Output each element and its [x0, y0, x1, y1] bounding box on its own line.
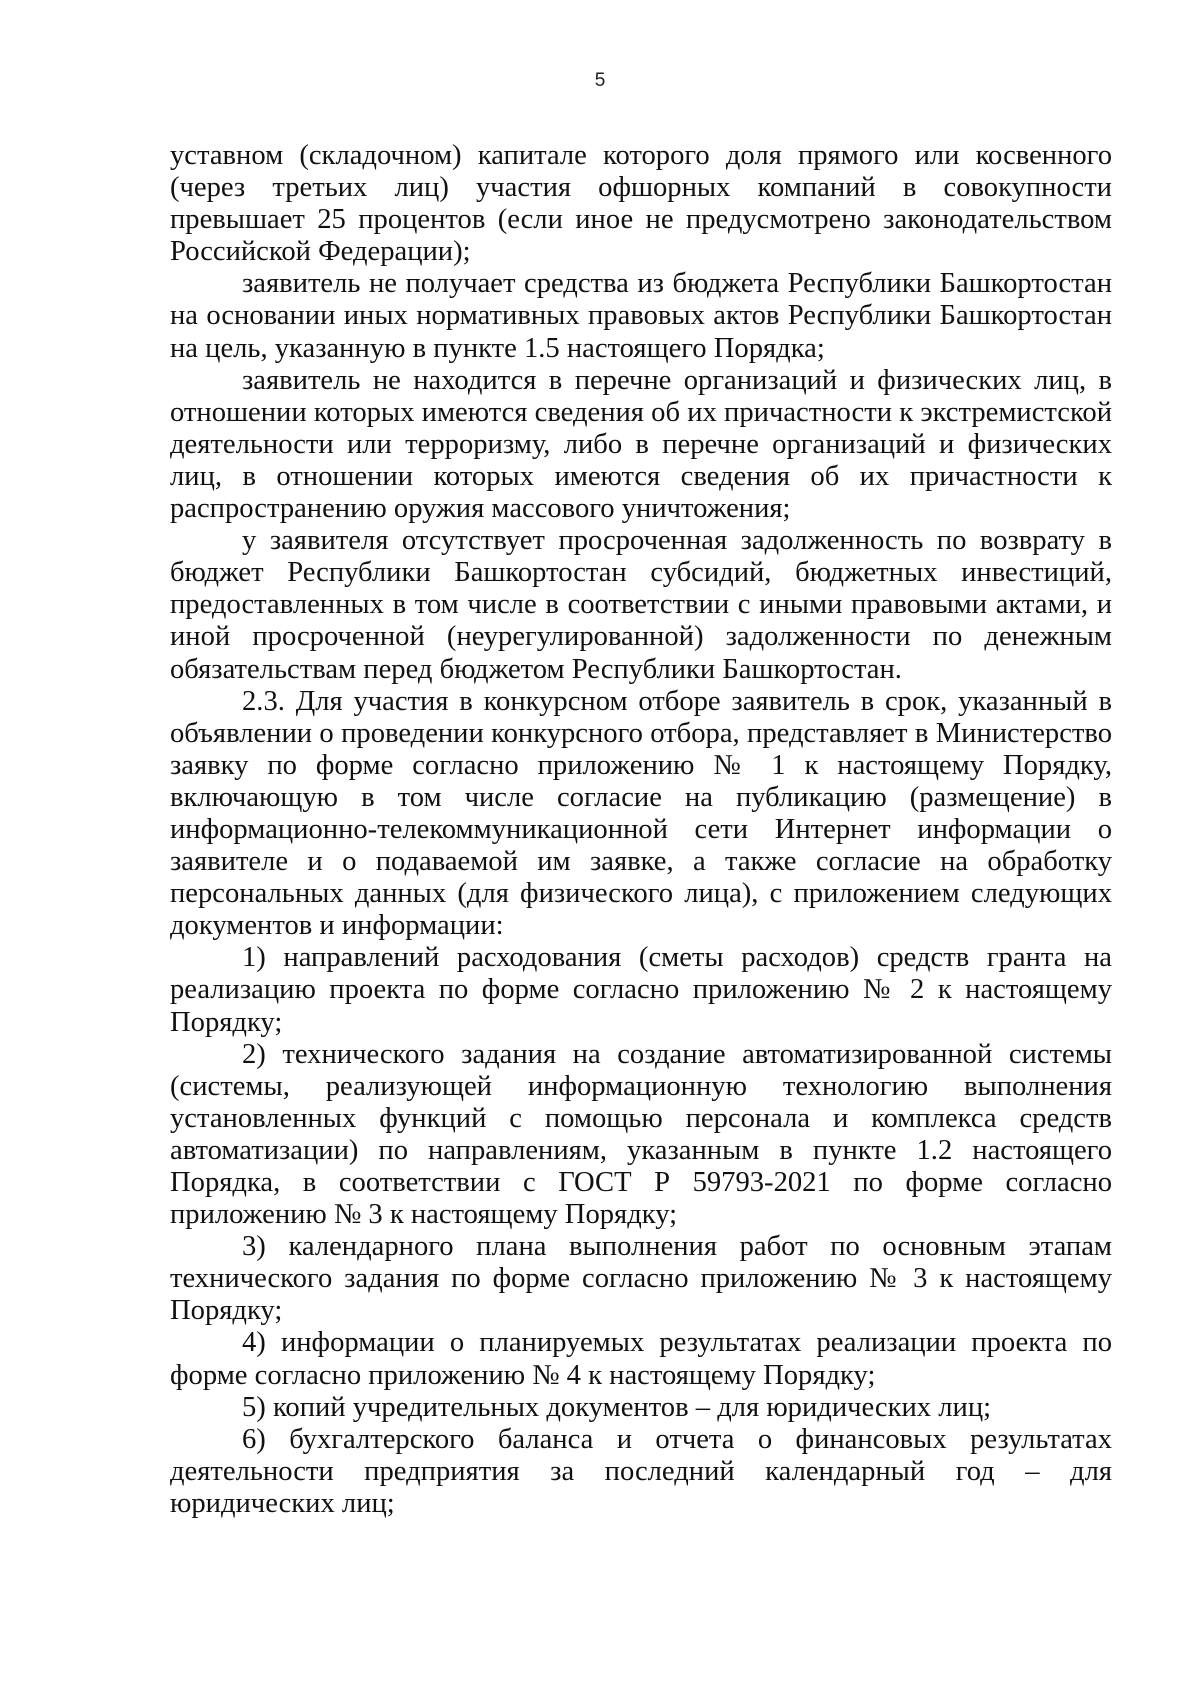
- list-item-1: 1) направлений расходования (сметы расходов) средств гранта на реализацию проекта по форме согласно приложению № 2 к настоящему Порядку;: [170, 942, 1112, 1038]
- paragraph-no-overdue-debt: у заявителя отсутствует просроченная задолженность по возврату в бюджет Республики Башкортостан субсидий, бюджетных инвестиций, предоставленных в том числе в соответствии с иными правовыми актами, и иной просроченной (неурегулированной) задолженности по денежным обязательствам перед бюджетом Республики Башкортостан.: [170, 525, 1112, 685]
- list-item-4: 4) информации о планируемых результатах реализации проекта по форме согласно приложению № 4 к настоящему Порядку;: [170, 1327, 1112, 1391]
- paragraph-not-in-extremist-list: заявитель не находится в перечне организаций и физических лиц, в отношении которых имеются сведения об их причастности к экстремистской деятельности или терроризму, либо в перечне организаций и физических лиц, в отношении которых имеются сведения об их причастности к распространению оружия массового уничтожения;: [170, 364, 1112, 525]
- paragraph-no-other-budget-funds: заявитель не получает средства из бюджета Республики Башкортостан на основании иных нормативных правовых актов Республики Башкортостан на цель, указанную в пункте 1.5 настоящего Порядка;: [170, 268, 1112, 364]
- page-number: 5: [594, 70, 606, 91]
- document-body: [170, 140, 1112, 1520]
- list-item-6: 6) бухгалтерского баланса и отчета о финансовых результатах деятельности предприятия за последний календарный год – для юридических лиц;: [170, 1423, 1112, 1519]
- list-item-2: 2) технического задания на создание автоматизированной системы (системы, реализующей информационную технологию выполнения установленных функций с помощью персонала и комплекса средств автоматизации) по направлениям, указанным в пункте 1.2 настоящего Порядка, в соответствии с ГОСТ Р 59793-2021 по форме согласно приложению № 3 к настоящему Порядку;: [170, 1038, 1112, 1231]
- list-item-3: 3) календарного плана выполнения работ по основным этапам технического задания по форме согласно приложению № 3 к настоящему Порядку;: [170, 1231, 1112, 1327]
- paragraph-offshore-continuation: уставном (складочном) капитале которого доля прямого или косвенного (через третьих лиц) участия офшорных компаний в совокупности превышает 25 процентов (если иное не предусмотрено законодательством Российской Федерации);: [170, 140, 1112, 268]
- list-item-5: 5) копий учредительных документов – для юридических лиц;: [242, 1391, 992, 1423]
- paragraph-2-3-application: 2.3. Для участия в конкурсном отборе заявитель в срок, указанный в объявлении о проведении конкурсного отбора, представляет в Министерство заявку по форме согласно приложению № 1 к настоящему Порядку, включающую в том числе согласие на публикацию (размещение) в информационно-телекоммуникационной сети Интернет информации о заявителе и о подаваемой им заявке, а также согласие на обработку персональных данных (для физического лица), с приложением следующих документов и информации:: [170, 685, 1112, 942]
